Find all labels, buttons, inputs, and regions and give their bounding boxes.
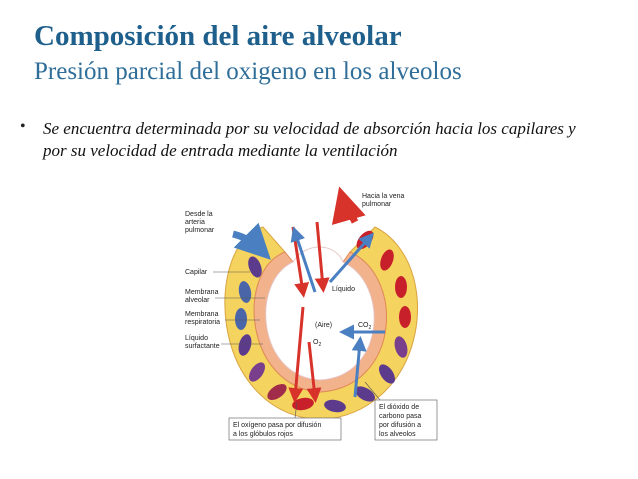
caption-co2: El dióxido de carbono pasa por difusión a los alveolos (379, 404, 422, 438)
label-capilar: Capilar (185, 269, 208, 276)
alveolus-svg (175, 182, 465, 472)
label-hacia-vena: Hacia la vena pulmonar (362, 193, 405, 208)
label-o2: $O_2$ (313, 339, 322, 348)
label-membrana-alveolar: Membrana alveolar (185, 289, 219, 304)
caption-oxigeno: El oxígeno pasa por difusión a los glóbulos rojos (233, 422, 322, 438)
label-membrana-respiratoria: Membrana respiratoria (185, 311, 221, 326)
arrow-to-vein (343, 200, 355, 222)
alveolus-diagram (175, 182, 465, 472)
slide-title: Composición del aire alveolar (34, 20, 402, 52)
bullet-text: Se encuentra determinada por su velocidad de absorción hacia los capilares y por su velocidad de entrada mediante la ventilación (43, 119, 576, 160)
slide-subtitle: Presión parcial del oxigeno en los alveolos (34, 58, 462, 85)
bullet-icon: • (20, 118, 26, 135)
label-liquido-surfactante: Líquido surfactante (185, 335, 220, 350)
label-desde-arteria: Desde la arteria pulmonar (185, 211, 215, 234)
label-liquido: Líquido (332, 286, 355, 293)
label-co2: $CO_2$ (358, 322, 372, 331)
label-aire: (Aire) (315, 322, 333, 329)
